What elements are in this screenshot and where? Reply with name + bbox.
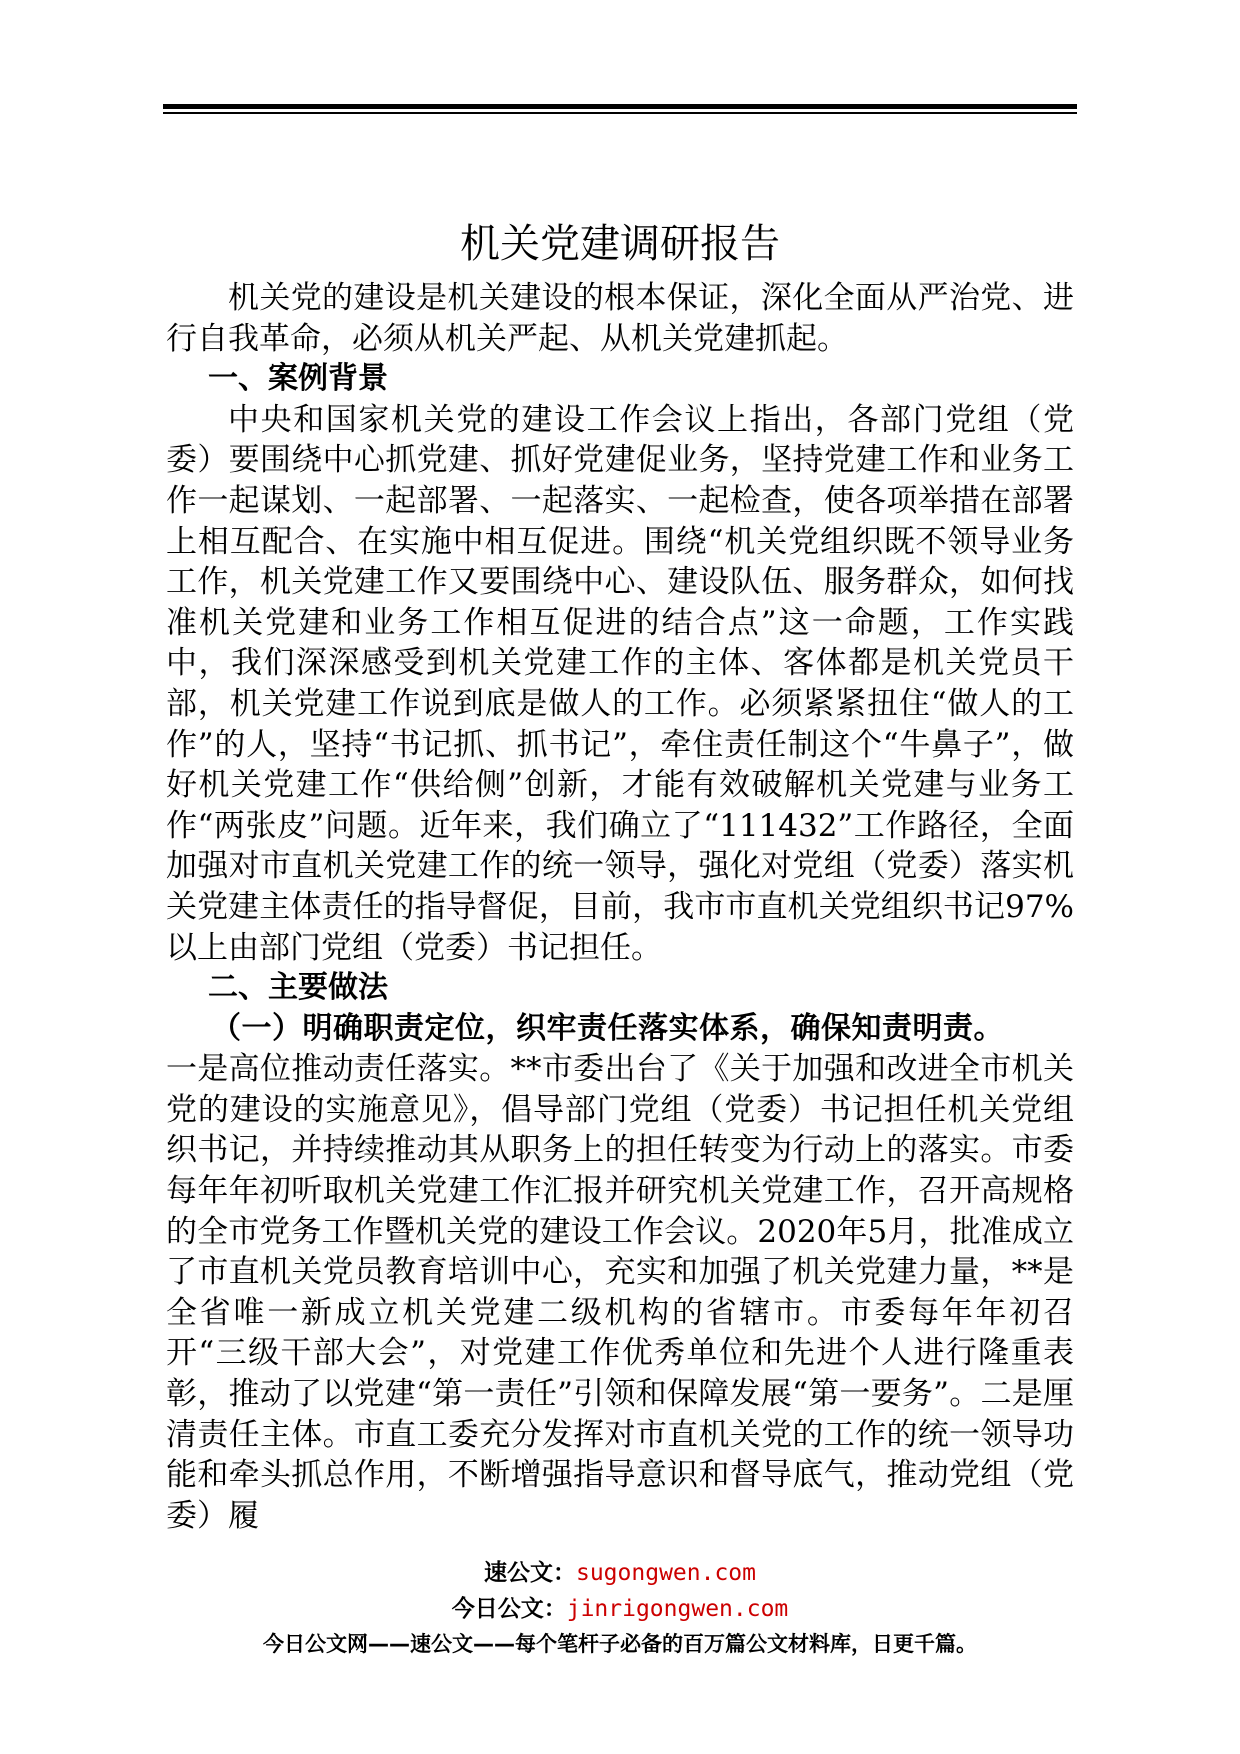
footer-link-jinrigongwen[interactable]: jinrigongwen.com (566, 1596, 789, 1622)
subsection-heading-1: （一）明确职责定位，织牢责任落实体系，确保知责明责。 (211, 1010, 1004, 1046)
footer (0, 1555, 1240, 1661)
footer-slogan: 今日公文网——速公文——每个笔杆子必备的百万篇公文材料库，日更千篇。 (263, 1632, 977, 1656)
footer-label-sugongwen: 速公文： (483, 1560, 576, 1586)
practices-paragraph: 一是高位推动责任落实。**市委出台了《关于加强和改进全市机关党的建设的实施意见》，倡导部门党组（党委）书记担任机关党组织书记，并持续推动其从职务上的担任转变为行动上的落实。市委每年年初听取机关党建工作汇报并研究机关党建工作，召开高规格的全市党务工作暨机关党的建设工作会议。2020年5月，批准成立了市直机关党员教育培训中心，充实和加强了机关党建力量，**是全省唯一新成立机关党建二级机构的省辖市。市委每年年初召开“三级干部大会”，对党建工作优秀单位和先进个人进行隆重表彰，推动了以党建“第一责任”引领和保障发展“第一要务”。二是厘清责任主体。市直工委充分发挥对市直机关党的工作的统一领导功能和牵头抓总作用，不断增强指导意识和督导底气，推动党组（党委）履 (166, 1051, 1074, 1534)
footer-line-sugongwen (0, 1555, 1240, 1591)
section-heading-practices: 二、主要做法 (208, 970, 388, 1006)
document-body (166, 218, 1074, 1536)
background-paragraph: 中央和国家机关党的建设工作会议上指出，各部门党组（党委）要围绕中心抓党建、抓好党建促业务，坚持党建工作和业务工作一起谋划、一起部署、一起落实、一起检查，使各项举措在部署上相互配合、在实施中相互促进。围绕“机关党组织既不领导业务工作，机关党建工作又要围绕中心、建设队伍、服务群众，如何找准机关党建和业务工作相互促进的结合点”这一命题，工作实践中，我们深深感受到机关党建工作的主体、客体都是机关党员干部，机关党建工作说到底是做人的工作。必须紧紧扭住“做人的工作”的人，坚持“书记抓、抓书记”，牵住责任制这个“牛鼻子”，做好机关党建工作“供给侧”创新，才能有效破解机关党建与业务工作“两张皮”问题。近年来，我们确立了“111432”工作路径，全面加强对市直机关党建工作的统一领导，强化对党组（党委）落实机关党建主体责任的指导督促，目前，我市市直机关党组织书记97%以上由部门党组（党委）书记担任。 (166, 401, 1074, 966)
header-rule-thick (163, 104, 1077, 109)
section-heading-background: 一、案例背景 (208, 361, 388, 397)
footer-line-jinrigongwen (0, 1591, 1240, 1627)
footer-link-sugongwen[interactable]: sugongwen.com (575, 1560, 756, 1586)
header-rule-thin (163, 112, 1077, 114)
intro-paragraph: 机关党的建设是机关建设的根本保证，深化全面从严治党、进行自我革命，必须从机关严起、从机关党建抓起。 (166, 280, 1074, 357)
document-title: 机关党建调研报告 (460, 221, 780, 267)
footer-label-jinrigongwen: 今日公文： (451, 1596, 567, 1622)
